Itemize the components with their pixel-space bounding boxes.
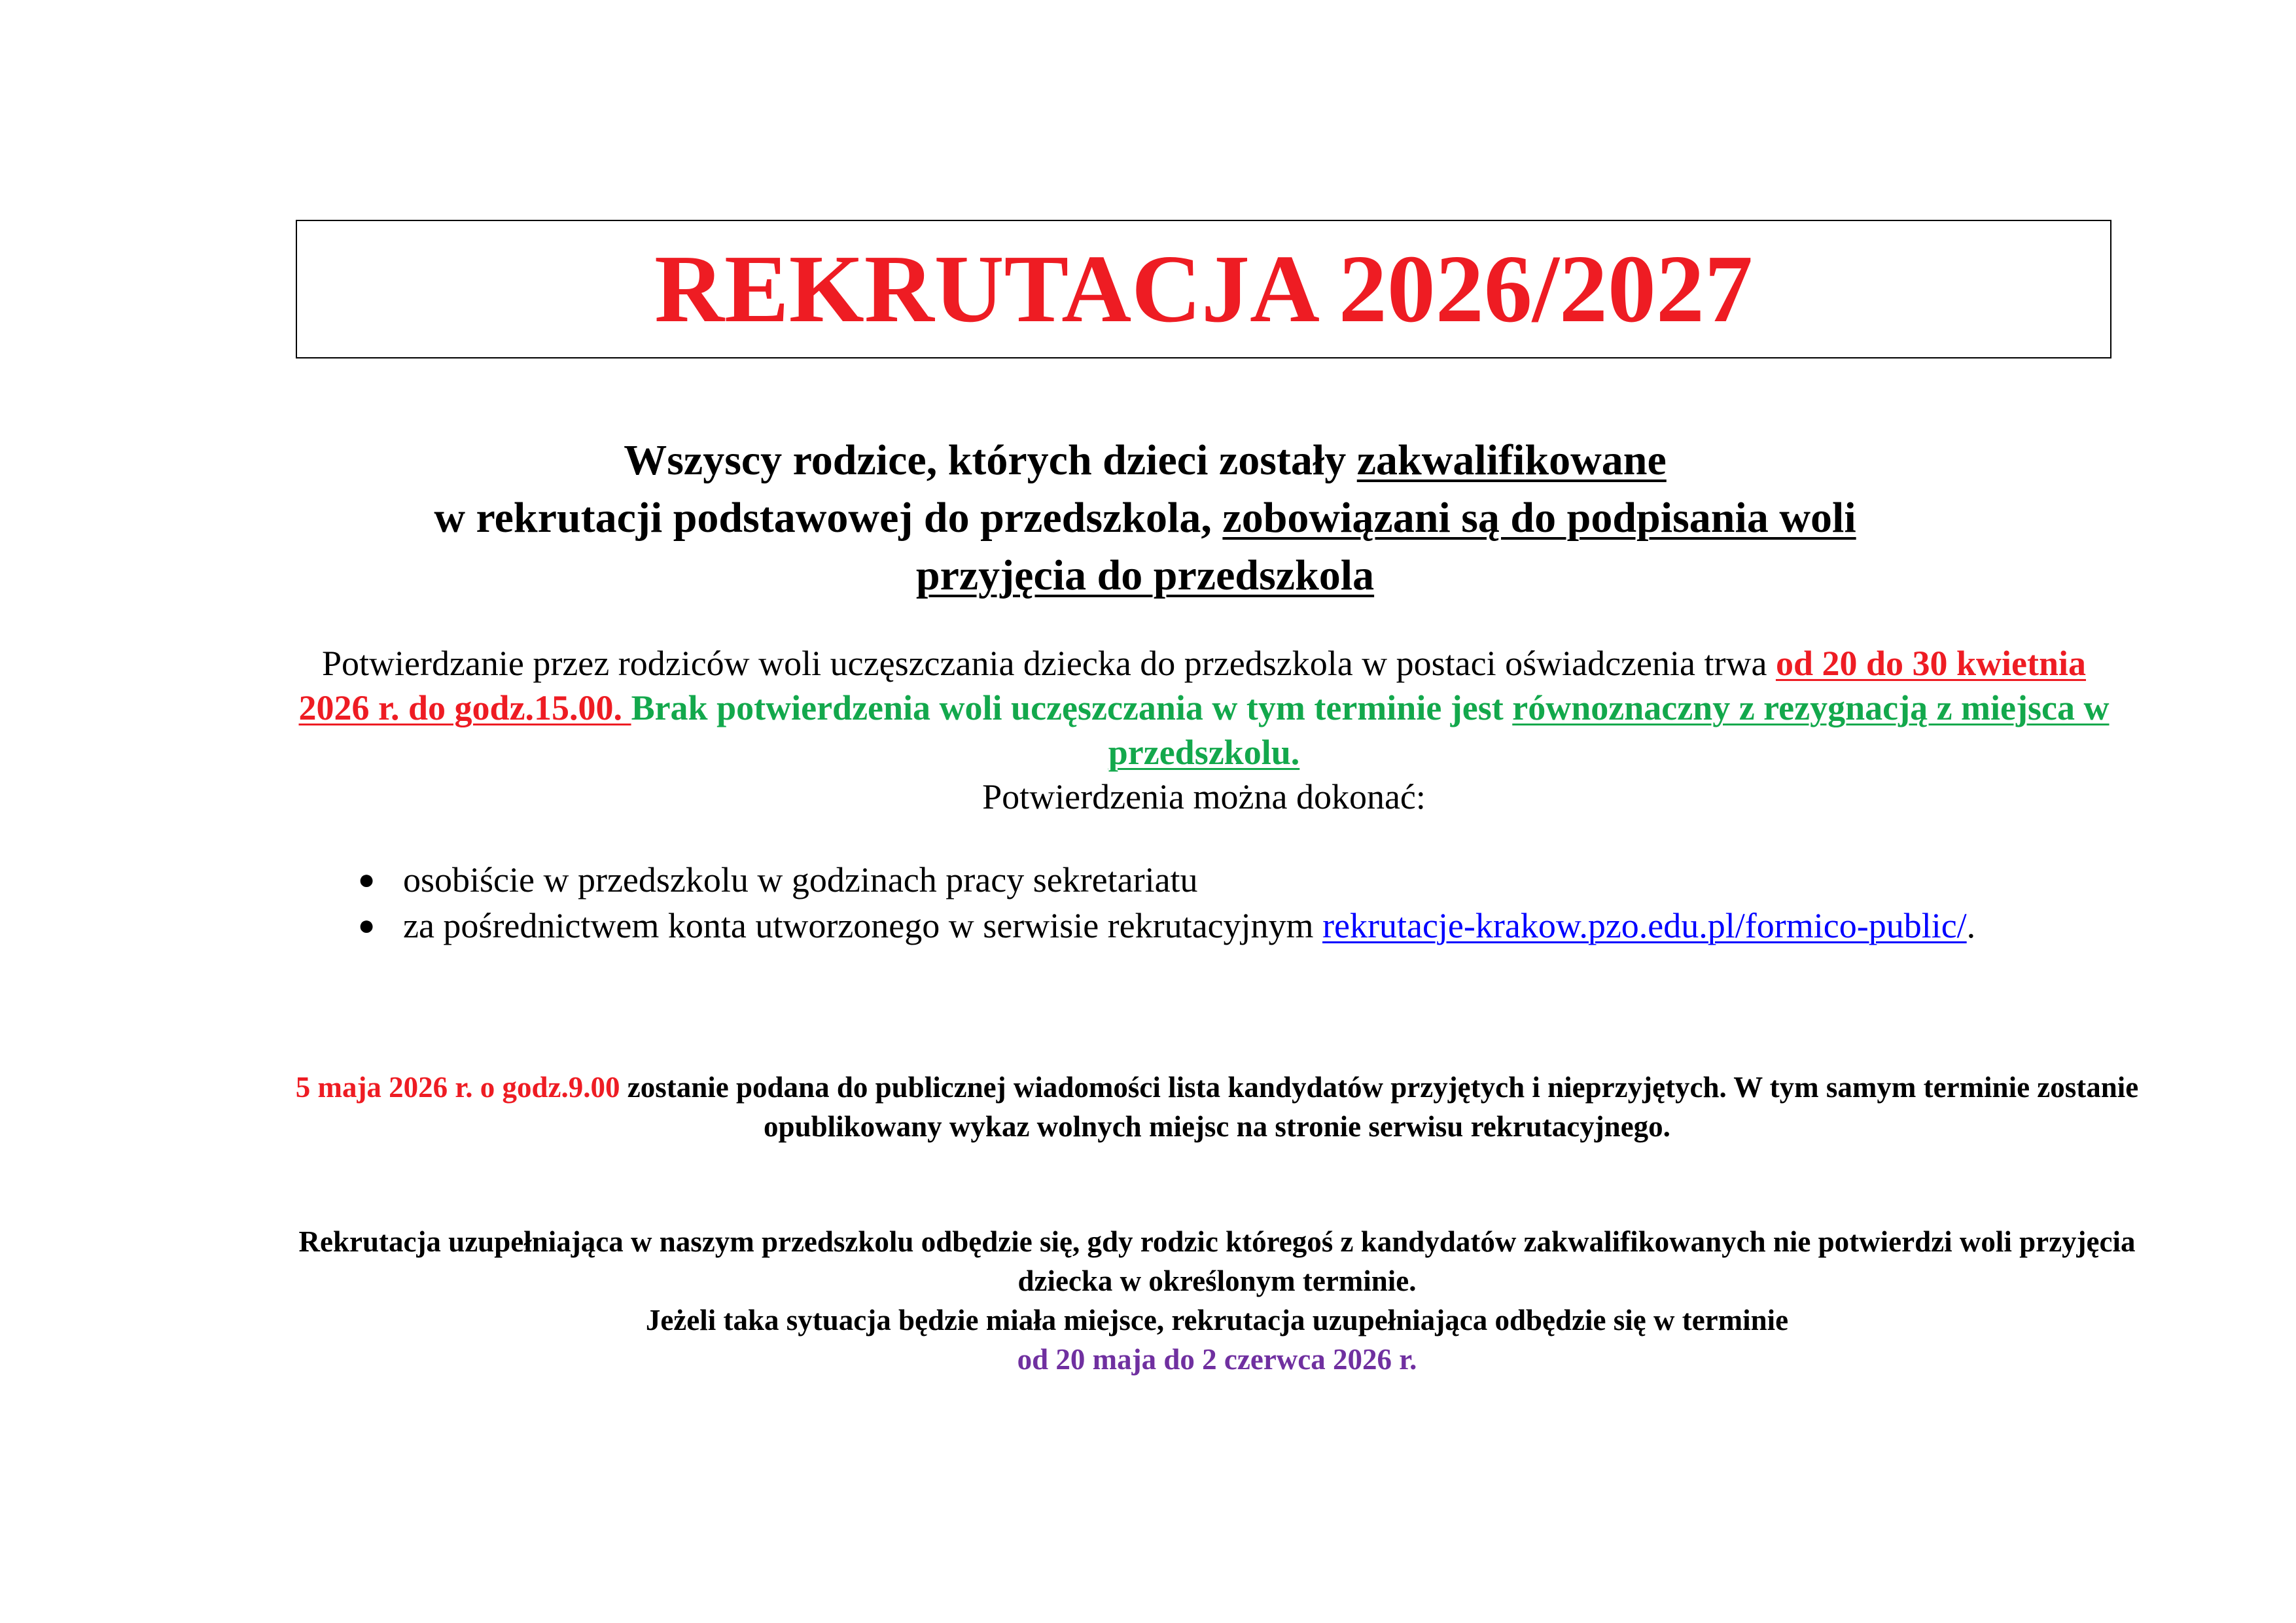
heading-line-1-text: Wszyscy rodzice, których dzieci zostały [624,436,1357,484]
method-in-person: osobiście w przedszkolu w godzinach pracy sekretariatu [403,860,1198,899]
announcement-text: zostanie podana do publicznej wiadomości lista kandydatów przyjętych i nieprzyjętych. W tym samym terminie zostanie opublikowany wykaz wolnych miejsc na stronie serwisu rekrutacyjnego. [620,1071,2139,1143]
page-title: REKRUTACJA 2026/2027 [654,236,1753,343]
heading-line-3 [196,547,2094,604]
heading-line-2 [196,489,2094,547]
supplementary-dates: od 20 maja do 2 czerwca 2026 r. [1017,1343,1417,1376]
confirmation-warning: Brak potwierdzenia woli uczęszczania w tym terminie jest [631,688,1513,727]
title-box [296,220,2111,358]
confirmation-paragraph [288,641,2120,819]
method-online: za pośrednictwem konta utworzonego w serwisie rekrutacyjnym [403,906,1323,945]
confirmation-deadline: od 20 do 30 kwietnia 2026 r. do godz.15.00. [298,644,2087,727]
bullet-dot-icon: ● [357,864,376,896]
heading-line-1-underlined: zakwalifikowane [1356,436,1667,484]
results-announcement [249,1068,2185,1146]
list-item [353,857,2120,903]
supplementary-line-2: Jeżeli taka sytuacja będzie miała miejsce, rekrutacja uzupełniająca odbędzie się w terminie [645,1304,1789,1336]
heading-line-3-underlined: przyjęcia do przedszkola [915,551,1375,599]
method-online-end: . [1966,906,1976,945]
bullet-dot-icon: ● [357,909,376,941]
list-item [353,903,2120,949]
confirmation-methods-list [353,857,2120,949]
supplementary-recruitment [249,1222,2185,1379]
confirmation-methods-intro: Potwierdzenia można dokonać: [982,777,1426,816]
confirmation-warning-underlined: równoznaczny z rezygnacją z miejsca w przedszkolu. [1108,688,2110,772]
heading-line-2-underlined: zobowiązani są do podpisania woli [1222,494,1856,542]
confirmation-intro: Potwierdzanie przez rodziców woli uczęszczania dziecka do przedszkola w postaci oświadczenia trwa [321,644,1776,683]
heading-line-2-text: w rekrutacji podstawowej do przedszkola, [434,494,1223,542]
supplementary-line-1: Rekrutacja uzupełniająca w naszym przedszkolu odbędzie się, gdy rodzic któregoś z kandydatów zakwalifikowanych nie potwierdzi woli przyjęcia dziecka w określonym terminie. [298,1225,2136,1297]
announcement-date: 5 maja 2026 r. o godz.9.00 [295,1071,620,1104]
recruitment-service-link[interactable]: rekrutacje-krakow.pzo.edu.pl/formico-public/ [1322,906,1967,945]
heading-line-1 [196,432,2094,489]
main-heading [196,432,2094,604]
